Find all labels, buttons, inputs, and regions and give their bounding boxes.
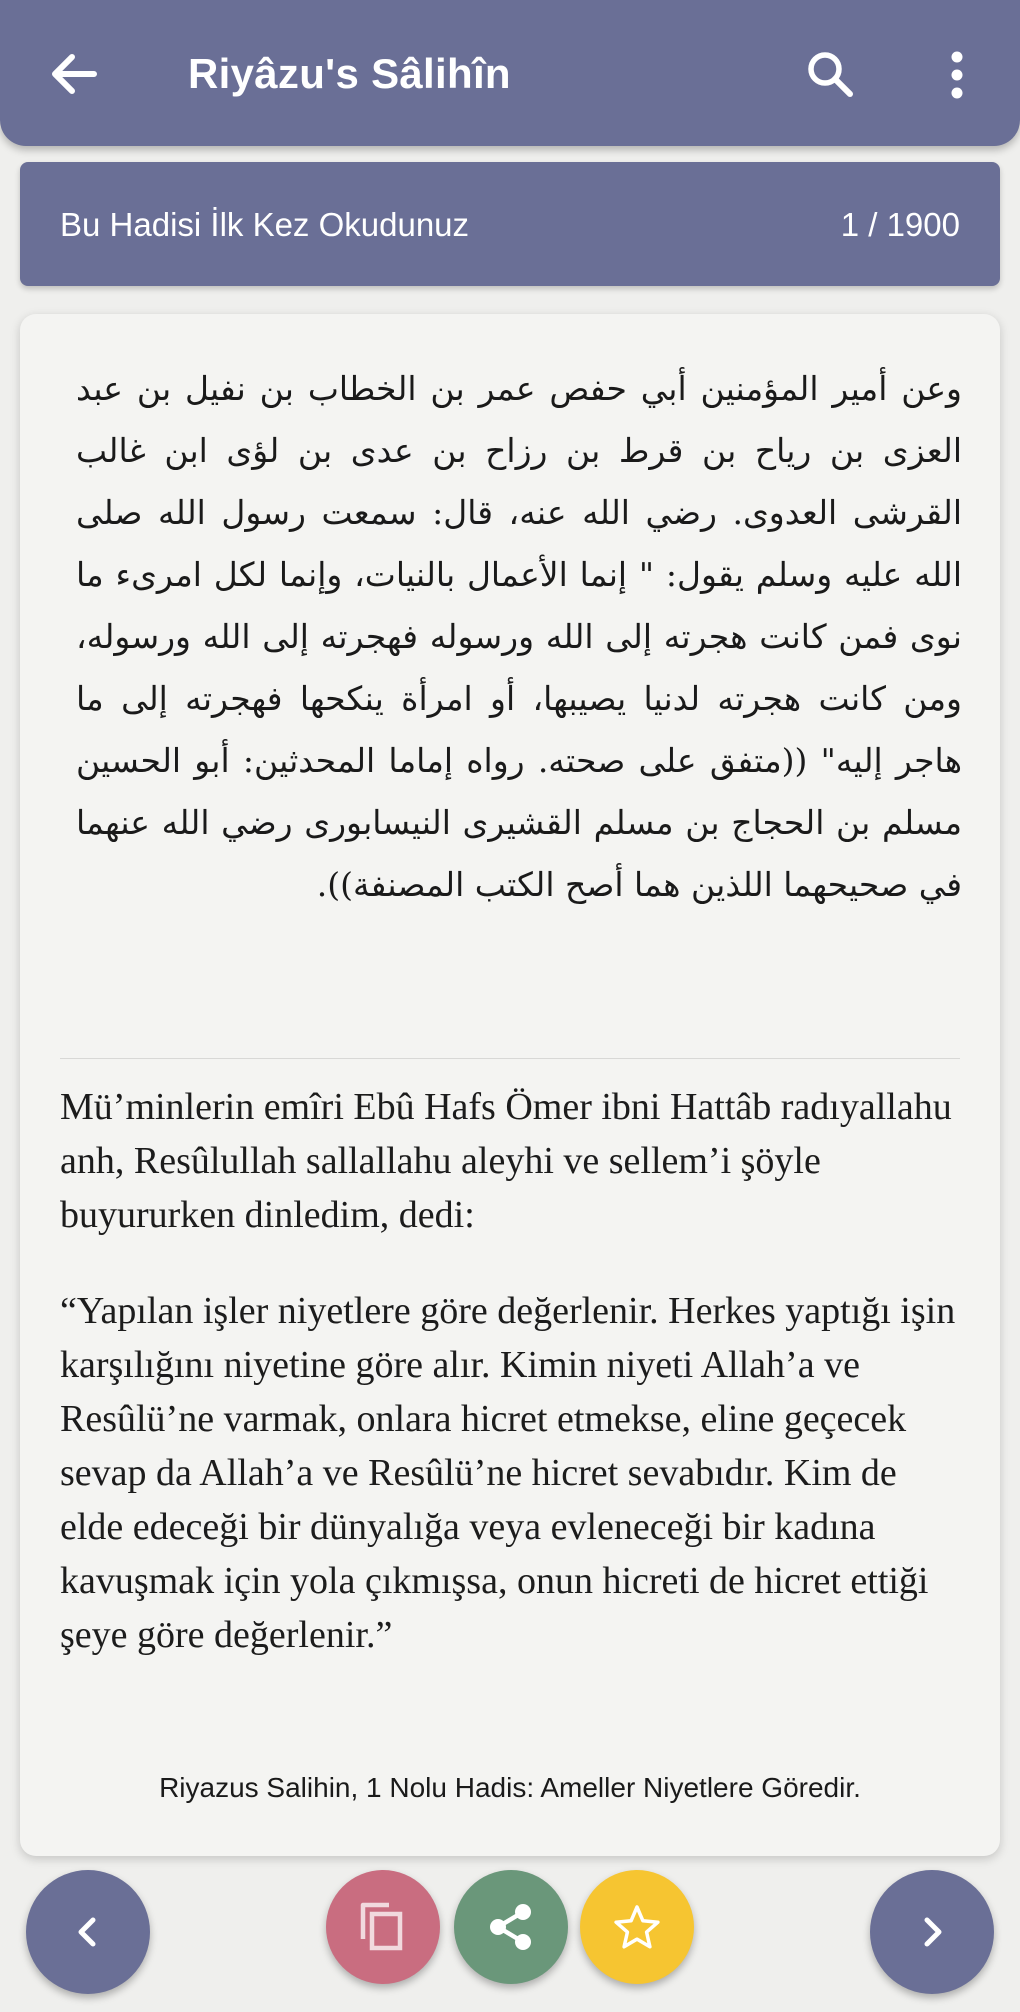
copy-icon [355, 1899, 411, 1955]
arrow-left-icon [44, 44, 104, 104]
translation-quote: “Yapılan işler niyetlere göre değerlenir. Herkes yaptığı işin karşılığını niyetine göre alır. Kimin niyeti Allah’a ve Resûlü’ne varmak, onlara hicret etmekse, eline geçecek sevap da Allah’a ve Resûlü’ne hicret sevabıdır. Kim de elde edeceği bir dünyalığa veya evleneceği bir kadına kavuşmak için yola çıkmışsa, onun hicreti de hicret ettiği şeye göre değerlenir.” [60, 1290, 956, 1656]
arabic-text: وعن أمير المؤمنين أبي حفص عمر بن الخطاب بن نفيل بن عبد العزى بن رياح بن قرط بن رزاح بن عدى بن لؤى ابن غالب القرشى العدوى. رضي الله عنه، قال: سمعت رسول الله صلى الله عليه وسلم يقول: " إنما الأعمال بالنيات، وإنما لكل امرىء ما نوى فمن كانت هجرته إلى الله ورسوله فهجرته إلى الله ورسوله، ومن كانت هجرته لدنيا يصيبها، أو امرأة ينكحها فهجرته إلى ما هاجر إليه" ((متفق على صحته. رواه إماما المحدثين: أبو الحسين مسلم بن الحجاج بن مسلم القشيرى النيسابورى رضي الله عنهما في صحيحهما اللذين هما أصح الكتب المصنفة)). [76, 369, 962, 904]
star-icon [612, 1902, 662, 1952]
text-divider [60, 1058, 960, 1059]
chevron-left-icon [68, 1912, 108, 1952]
translation-intro: Mü’minlerin emîri Ebû Hafs Ömer ibni Hattâb radıyallahu anh, Resûlullah sallallahu aleyhi ve sellem’i şöyle buyururken dinledim, dedi: [60, 1086, 952, 1236]
overflow-menu-button[interactable] [932, 44, 982, 104]
share-button[interactable] [454, 1870, 568, 1984]
hadith-counter: 1 / 1900 [840, 206, 960, 243]
next-hadith-button[interactable] [870, 1870, 994, 1994]
back-button[interactable] [44, 44, 104, 104]
favorite-button[interactable] [580, 1870, 694, 1984]
read-status-bar [20, 162, 1000, 286]
app-bar [0, 0, 1020, 146]
share-icon [483, 1899, 539, 1955]
read-status-text: Bu Hadisi İlk Kez Okudunuz [60, 206, 470, 243]
copy-button[interactable] [326, 1870, 440, 1984]
search-button[interactable] [800, 44, 860, 104]
search-icon [800, 44, 860, 104]
page-title: Riyâzu's Sâlihîn [188, 50, 511, 97]
more-vertical-icon [932, 44, 982, 104]
chevron-right-icon [912, 1912, 952, 1952]
hadith-caption: Riyazus Salihin, 1 Nolu Hadis: Ameller Niyetlere Göredir. [159, 1772, 861, 1803]
previous-hadith-button[interactable] [26, 1870, 150, 1994]
